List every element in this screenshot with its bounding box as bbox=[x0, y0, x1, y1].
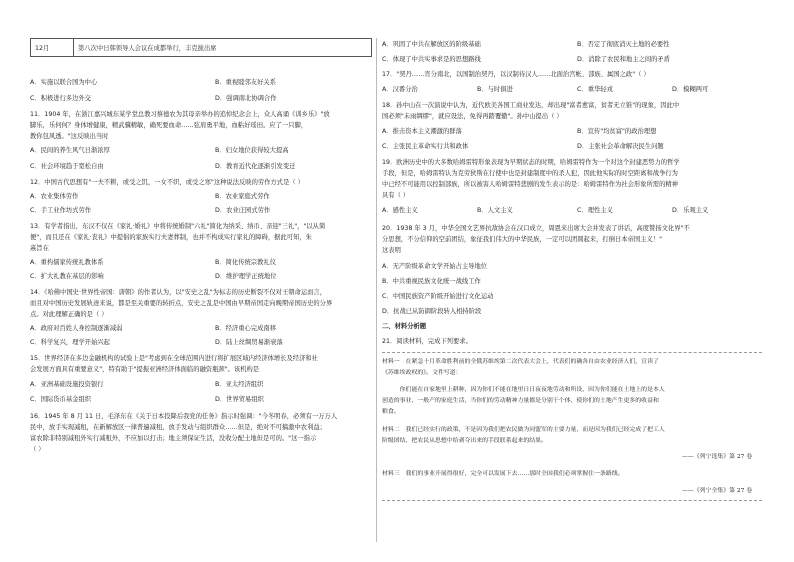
option: C．积极进行多边外交 bbox=[30, 95, 92, 102]
question-text: 会发展方面具有重要意义"，特有助于"提振亚洲经济体面临的融资瓶颈"。该机构是 bbox=[30, 366, 260, 373]
option: B．经济重心完成南移 bbox=[215, 325, 276, 332]
question-text: 13．有学者指出，东汉不仅在《家礼·婚礼》中将传统婚制"六礼"简化为纳采、纳币、亲迎"三礼"，"以从简 bbox=[30, 223, 326, 230]
option: A．巩固了中共在解放区的阶级基础 bbox=[382, 41, 481, 48]
option: C．主张民主革命实行共和政体 bbox=[382, 143, 469, 150]
question-text: 手段，但是，哈姆雷特认为克劳狄斯在行使中也是封建制度中的杀人犯，因此他实际的时空距离和战争行为 bbox=[382, 170, 678, 177]
question-text: 具有（ ） bbox=[382, 192, 410, 199]
question-text: 17．"契丹……宵分南北，以国制治契丹，以汉制待汉人……北面治宫帐、部族、属国之政"（ ） bbox=[382, 71, 650, 78]
question-text: 富农除非特别减租外实行减租外，不应加以打击；地主须保证生活，没收分配土地但是可的。"这一指示 bbox=[30, 435, 317, 442]
material-text: 材料一 在紧急十月革命胜利前的全俄苏维埃第二次代表大会上，代表们的确各自由农业经济人们，宣读了 bbox=[382, 359, 659, 365]
material-text: 阶级团结，把农民从思想中给剥夺出来的手段联系起来的结果。 bbox=[382, 438, 547, 444]
option: A．无产阶级革命文学开始占主导地位 bbox=[382, 263, 488, 270]
question-text: 便"，而且还在《家礼·丧礼》中提倡的家族实行夫妻葬制，也并不构成实行家礼的障碍，据此可知，朱 bbox=[30, 234, 312, 241]
column-divider bbox=[376, 38, 377, 542]
citation: ——《列宁全集》第 27 卷 bbox=[682, 488, 753, 494]
option: B．中共重视民族文化统一战线工作 bbox=[382, 278, 481, 285]
question-text: 14．《哈佛中国史·世界性帝国：唐朝》的作者认为，以"安史之乱"为标志的历史断裂不仅对王朝命运而言， bbox=[30, 289, 327, 296]
material-text: 创造的事业、一般产的家庭生活，当你们的劳动精神力量都是分别于个体、使你们的土地产生更多的收益和 bbox=[382, 398, 659, 404]
option: D．世界贸易组织 bbox=[215, 396, 264, 403]
option: C．扩大礼教在基层的影响 bbox=[30, 273, 104, 280]
top-event-table bbox=[30, 38, 372, 57]
question-text: 16．1945 年 8 月 11 日，毛泽东在《关于日本投降后我党的任务》指示时强调："今冬明春，必须有一万万人 bbox=[30, 413, 338, 420]
table-cell-month: 12月 bbox=[31, 39, 74, 57]
question-text: 熹旨在 bbox=[30, 245, 49, 252]
citation: ——《列宁选集》第 27 卷 bbox=[682, 454, 753, 460]
question-text: 国必须"未雨绸缪"，就应设法，免得再踏覆辙"。孙中山提出（ ） bbox=[382, 113, 563, 120]
option: A．亚洲基础设施投资银行 bbox=[30, 381, 104, 388]
option: B．亚太经济组织 bbox=[215, 381, 264, 388]
option: D．消除了农民和地主之间的矛盾 bbox=[577, 56, 671, 63]
option: B．妇女地位获得较大提高 bbox=[215, 147, 289, 154]
question-text: 脚乐，乐何何？身体增健康，精武骥精敏，确死要血命……弦肩勇平地，血粘好瑶田。应了一只脚， bbox=[30, 122, 308, 129]
material-text: 材料二 我们已经实行的政策，不是因为我们把农民做为同盟军的主要力量，而是因为我们已经完成了把工人 bbox=[382, 427, 665, 433]
question-text: 教你包风透。"这反映出当时 bbox=[30, 133, 109, 140]
question-text: 这表明 bbox=[382, 247, 401, 254]
option: D．模糊两可 bbox=[672, 86, 709, 93]
question-text: 19．欧洲历史中的大多数哈姆雷特形象表现为早期状态的时期，哈姆雷特作为一个对这个封建恶势力的哲学 bbox=[382, 159, 680, 166]
option: C．国际货币基金组织 bbox=[30, 396, 92, 403]
option: A．农业集体劳作 bbox=[30, 193, 79, 200]
question-text: 11．1904 年，在浙江嘉兴城东某学堂总教习蔡德农为其母亲举办的追悼纪念会上，众人高诵《训乡乐》"放 bbox=[30, 111, 330, 118]
question-text: 15．世界经济在多边金融机构的试验上是"考虑到在全球范围内进行将扩展区域内经济体增长及经济和社 bbox=[30, 355, 318, 362]
option: B．与时俱进 bbox=[477, 86, 513, 93]
question-text: 中已经不可能用以控制部族，所以被害人哈姆雷特悲剧的发生表示的是：哈姆雷特作为社会形象所需的精神 bbox=[382, 181, 678, 188]
option: C．理性主义 bbox=[577, 207, 613, 214]
table-cell-event: 第八次中日韩领导人会议在成都举行，丰克拢出席 bbox=[74, 39, 372, 57]
option: B．人文主义 bbox=[477, 207, 513, 214]
option: A．实施以联合国为中心 bbox=[30, 79, 98, 86]
option: C．体现了中共实事求是的思想路线 bbox=[382, 56, 481, 63]
option: A．民间的养生风气日渐浓厚 bbox=[30, 147, 110, 154]
question-text: 21．阅读材料，完成下列要求。 bbox=[382, 338, 472, 345]
option: C．科学复兴，理学开始兴起 bbox=[30, 339, 110, 346]
option: B．重视睦邻友好关系 bbox=[215, 79, 276, 86]
question-text: 点。对此理解正确的是（ ） bbox=[30, 311, 108, 318]
option: B．农业家庭式劳作 bbox=[215, 193, 270, 200]
option: C．手工业作坊式劳作 bbox=[30, 207, 92, 214]
option: D．陆上丝绸贸易渐衰落 bbox=[215, 339, 283, 346]
material-top-rule bbox=[382, 352, 762, 353]
option: B．否定了彻底消灭土地的必要性 bbox=[577, 41, 670, 48]
material-bottom-rule bbox=[382, 500, 762, 501]
question-text: 20．1938 年 3 月，中华全国文艺界抗敌协会在汉口成立，周恩来出席大会并发表了讲话，高度赞扬文化界"不 bbox=[382, 225, 690, 232]
question-text: 18．孙中山在一次演说中认为，近代欧美各国工商业发达，却出现"富者愈富，贫者无立锥"的现象，因此中 bbox=[382, 102, 680, 109]
material-text: 《苏维埃政权的》。文件写道： bbox=[382, 370, 462, 376]
material-text: 材料三 我们的事业开展得很好，完全可以发展下去……那时全国我们必须掌握住一条路线。 bbox=[382, 471, 624, 477]
option: D．农业庄园式劳作 bbox=[215, 207, 271, 214]
question-text: 而且对中国历史发展轨迹来说，都是至关重要的转折点，安史之乱是中国由早期帝国走向晚期帝国历史的分界 bbox=[30, 300, 333, 307]
question-text: （ ） bbox=[30, 446, 45, 453]
option: D．抗战已从防御阶段转入相持阶段 bbox=[382, 308, 482, 315]
option: D．主张社会革命解决民生问题 bbox=[577, 143, 664, 150]
option: C．中国民族资产阶级开始进行文化运动 bbox=[382, 293, 494, 300]
option: A．汉番分治 bbox=[382, 86, 418, 93]
question-text: 民中，放手实现减租，在新解放区一律普遍减租，放手发动与组织群众……但是，绝对不可搞激中农利益； bbox=[30, 424, 326, 431]
option: A．重构儒家传统礼教体系 bbox=[30, 259, 104, 266]
option: A．政府对百姓人身控制逐渐减弱 bbox=[30, 325, 123, 332]
option: D．教育近代化逐渐引发变迁 bbox=[215, 163, 296, 170]
option: B．宣传"均贫富"的政治理想 bbox=[577, 128, 657, 135]
option: C．重华轻戎 bbox=[577, 86, 613, 93]
material-text: 你们能在自家地里上耕种，因为你们不能在地里日日夜夜地劳动和所设，因为你们能在土地上的是本人 bbox=[382, 387, 665, 393]
question-text: 12．中国古代思想有"一夫不耕，或受之饥，一女不织，或受之寒"这种说法反映的劳作方式是（ ） bbox=[30, 179, 304, 186]
option: D．乐观主义 bbox=[672, 207, 709, 214]
material-text: 粮食。 bbox=[382, 409, 400, 415]
option: D．维护理学正统地位 bbox=[215, 273, 277, 280]
question-text: 分思想，不分信仰的空前团结，象征我们伟大的中华民族，一定可以团圆起来，打倒日本帝国主义！" bbox=[382, 236, 662, 243]
option: B．简化传统宗教礼仪 bbox=[215, 259, 276, 266]
section-title: 二、材料分析题 bbox=[382, 323, 427, 330]
option: C．社会环境趋于宽松自由 bbox=[30, 163, 104, 170]
option: A．推击资本主义潮激的群落 bbox=[382, 128, 462, 135]
option: A．感性主义 bbox=[382, 207, 418, 214]
option: D．强调南北协调合作 bbox=[215, 95, 277, 102]
